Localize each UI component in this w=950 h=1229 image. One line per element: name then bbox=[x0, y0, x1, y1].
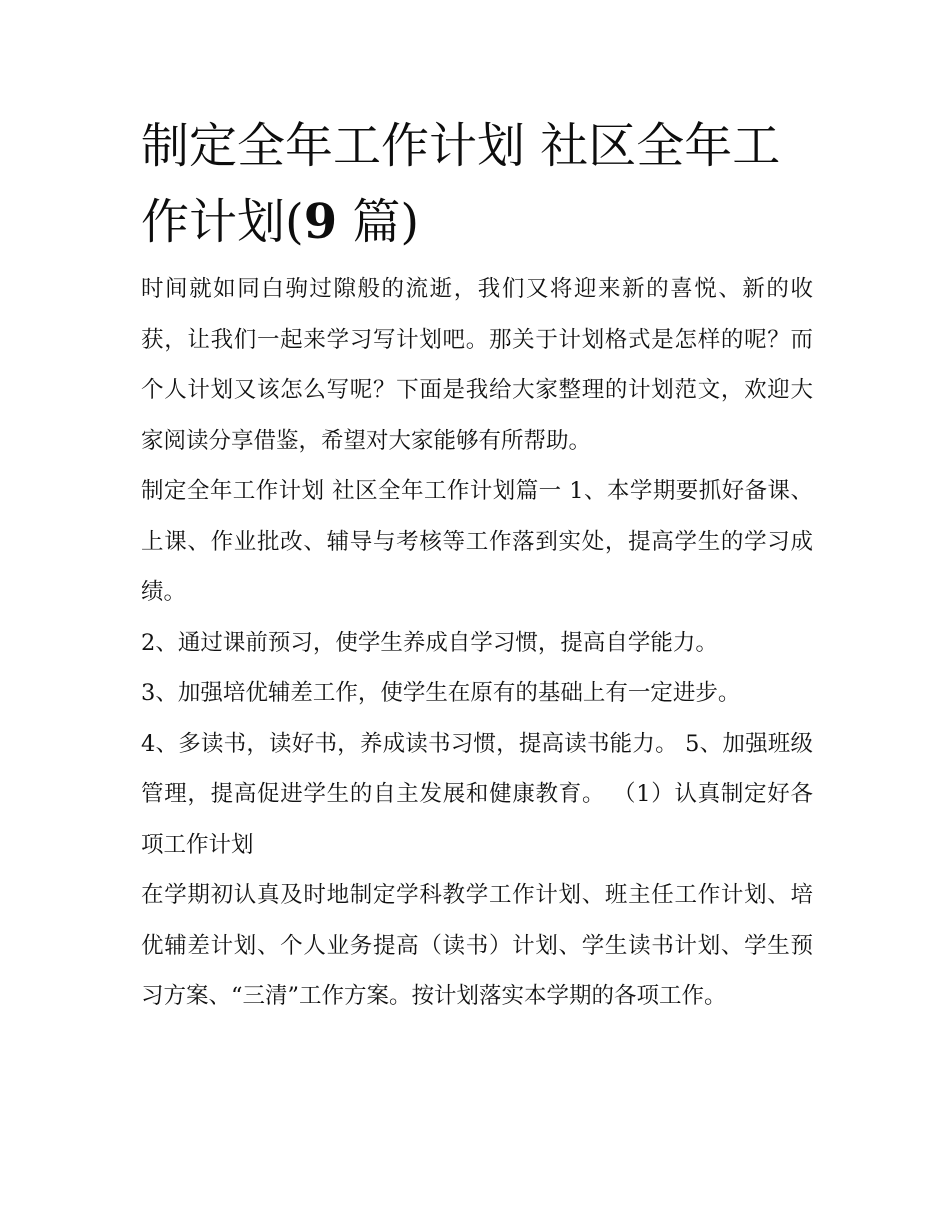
intro-paragraph: 时间就如同白驹过隙般的流逝，我们又将迎来新的喜悦、新的收获，让我们一起来学习写计划吧。那关于计划格式是怎样的呢？而个人计划又该怎么写呢？下面是我给大家整理的计划范文，欢迎大家阅读分享借鉴，希望对大家能够有所帮助。 bbox=[141, 276, 813, 454]
plan-item-3: 3、加强培优辅差工作，使学生在原有的基础上有一定进步。 bbox=[141, 680, 741, 706]
title-line-2-start: 作计划( bbox=[141, 194, 304, 250]
plan-detail-paragraph: 在学期初认真及时地制定学科教学工作计划、班主任工作计划、培优辅差计划、个人业务提高（读书）计划、学生读书计划、学生预习方案、“三清”工作方案。按计划落实本学期的各项工作。 bbox=[141, 882, 813, 1009]
title-line-1: 制定全年工作计划 社区全年工 bbox=[141, 118, 781, 174]
title-number: 9 bbox=[303, 194, 338, 250]
title-line-2-end: 篇) bbox=[337, 194, 420, 250]
plan-item-4-5: 4、多读书，读好书，养成读书习惯，提高读书能力。 5、加强班级管理，提高促进学生的自主发展和健康教育。 （1）认真制定好各项工作计划 bbox=[141, 730, 813, 858]
plan-heading-paragraph: 制定全年工作计划 社区全年工作计划篇一 1、本学期要抓好备课、上课、作业批改、辅导与考核等工作落到实处，提高学生的学习成绩。 bbox=[141, 478, 813, 605]
document-body bbox=[141, 108, 813, 1022]
document-title bbox=[141, 108, 813, 260]
plan-item-2: 2、通过课前预习，使学生养成自学习惯，提高自学能力。 bbox=[141, 629, 718, 656]
